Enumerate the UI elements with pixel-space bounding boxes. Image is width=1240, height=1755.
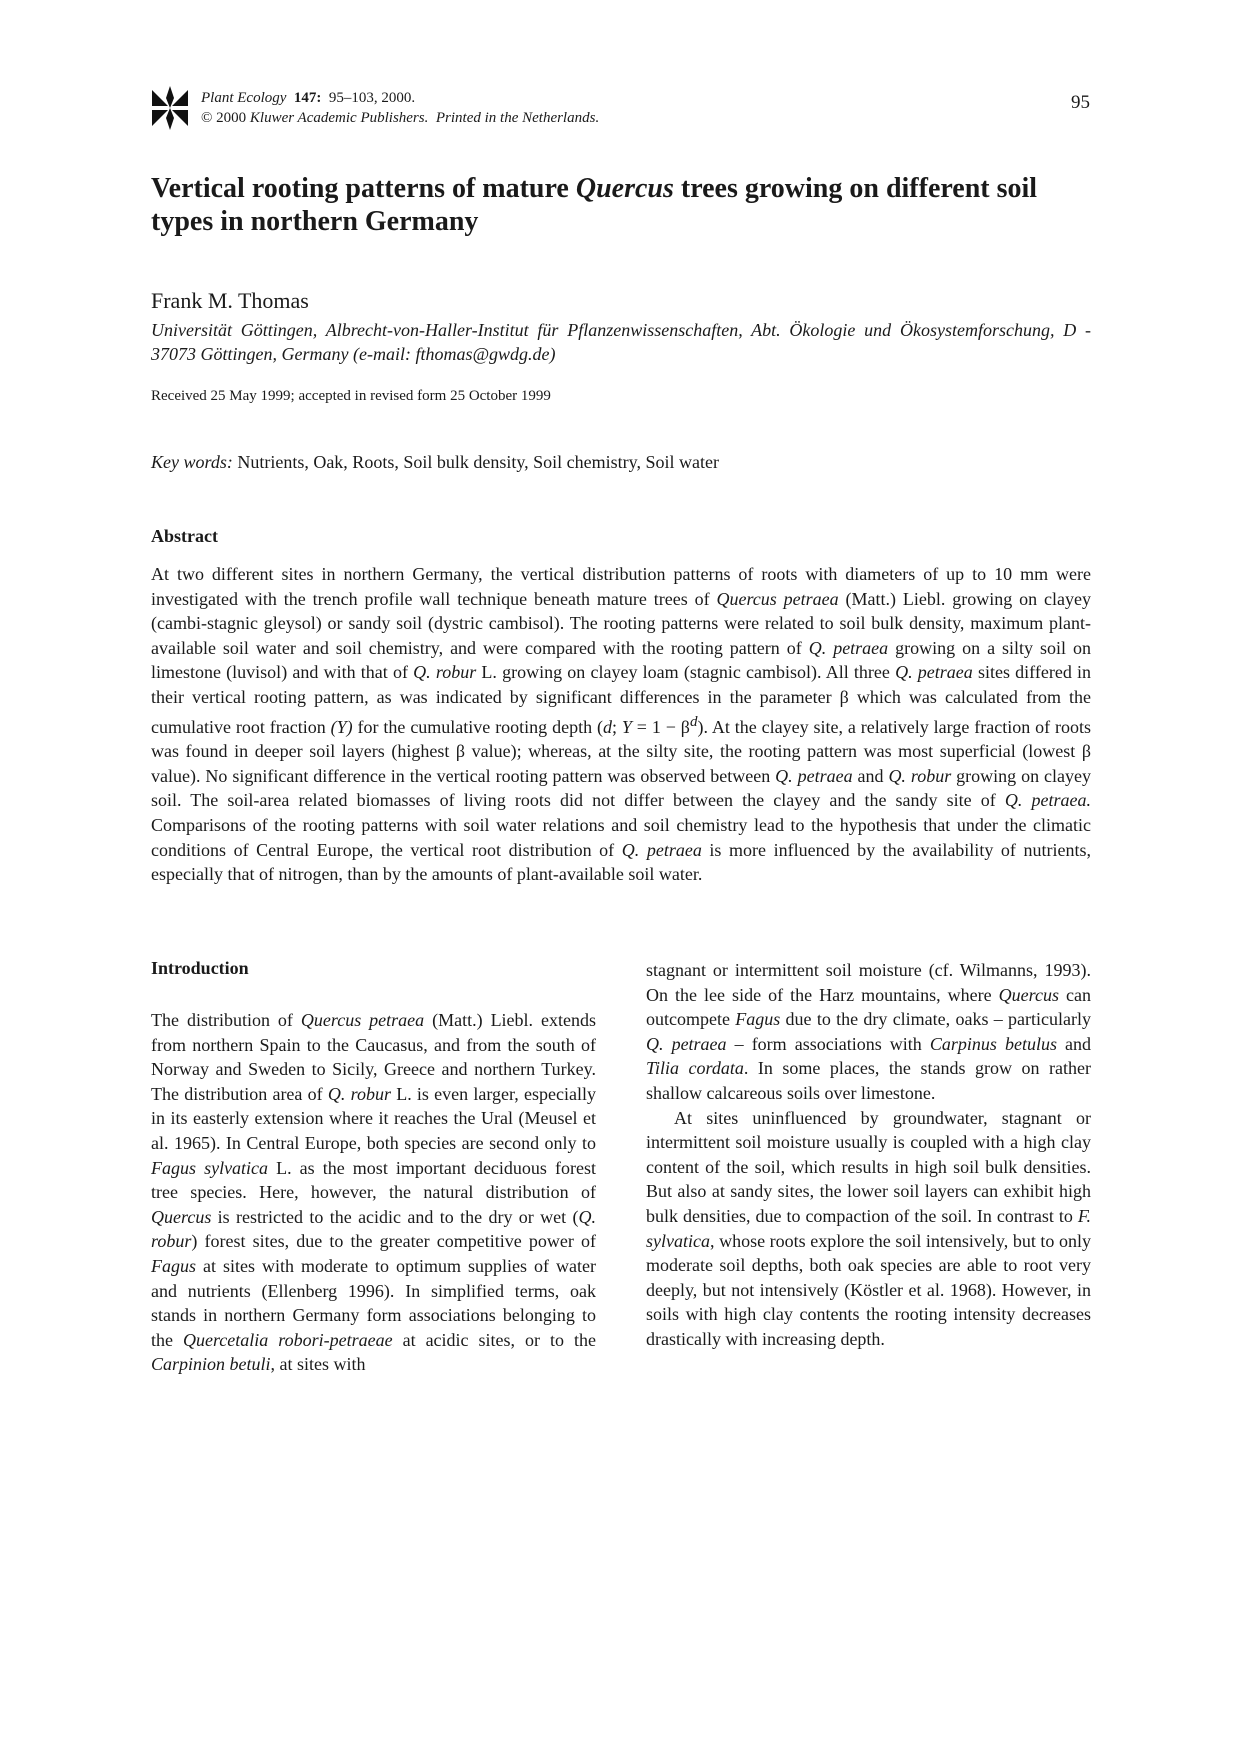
title-text: Vertical rooting patterns of mature <box>151 173 576 204</box>
printed-note: Printed in the Netherlands. <box>435 110 600 126</box>
journal-volume: 147: <box>293 90 322 106</box>
keywords <box>151 452 719 473</box>
received-dates: Received 25 May 1999; accepted in revised form 25 October 1999 <box>151 388 551 404</box>
title-genus: Quercus <box>575 173 674 204</box>
kluwer-logo-icon <box>150 86 190 130</box>
copyright-year: © 2000 <box>201 110 247 126</box>
author-affiliation: Universität Göttingen, Albrecht-von-Haller-Institut für Pflanzenwissenschaften, Abt. Ökologie und Ökosystemforschung, D - 37073 Göttingen, Germany (e-mail: fthomas@gwdg.de) <box>151 320 1091 364</box>
abstract-heading: Abstract <box>151 526 218 546</box>
introduction-right-column <box>646 958 1091 1352</box>
journal-name: Plant Ecology <box>201 90 287 106</box>
journal-citation <box>201 88 599 128</box>
publisher: Kluwer Academic Publishers. <box>249 110 429 126</box>
journal-pages-year: 95–103, 2000. <box>328 90 416 106</box>
intro-paragraph: stagnant or intermittent soil moisture (cf. Wilmanns, 1993). On the lee side of the Harz mountains, where Quercus can outcompete Fagus due to the dry climate, oaks – particularly Q. petraea – form associations with Carpinus betulus and Tilia cordata. In some places, the stands grow on rather shallow calcareous soils over limestone. <box>646 960 1092 1103</box>
keywords-label: Key words: <box>151 452 233 472</box>
keywords-text: Nutrients, Oak, Roots, Soil bulk density, Soil chemistry, Soil water <box>237 452 719 472</box>
intro-paragraph: At sites uninfluenced by groundwater, stagnant or intermittent soil moisture usually is coupled with a high clay content of the soil, which results in high soil bulk densities. But also at sandy sites, the lower soil layers can exhibit high bulk densities, due to compaction of the soil. In contrast to F. sylvatica, whose roots explore the soil intensively, but to only moderate soil depths, both oak species are able to root very deeply, but not intensively (Köstler et al. 1968). However, in soils with high clay contents the rooting intensity decreases drastically with increasing depth. <box>646 1107 1091 1349</box>
title-text: trees growing on different soil types in northern Germany <box>151 173 1038 237</box>
introduction-left-column: The distribution of Quercus petraea (Matt.) Liebl. extends from northern Spain to the Caucasus, and from the south of Norway and Sweden to Sicily, Greece and northern Turkey. The distribution area of Q. robur L. is even larger, especially in its easterly extension where it reaches the Ural (Meusel et al. 1965). In Central Europe, both species are second only to Fagus sylvatica L. as the most important deciduous forest tree species. Here, however, the natural distribution of Quercus is restricted to the acidic and to the dry or wet (Q. robur) forest sites, due to the greater competitive power of Fagus at sites with moderate to optimum supplies of water and nutrients (Ellenberg 1996). In simplified terms, oak stands in northern Germany form associations belonging to the Quercetalia robori-petraeae at acidic sites, or to the Carpinion betuli, at sites with <box>151 1010 596 1375</box>
paper-title <box>151 172 1091 238</box>
author-name: Frank M. Thomas <box>151 288 309 313</box>
introduction-heading: Introduction <box>151 958 249 978</box>
page-number: 95 <box>1071 92 1090 113</box>
abstract-body: At two different sites in northern Germany, the vertical distribution patterns of roots with diameters of up to 10 mm were investigated with the trench profile wall technique beneath mature trees of Quercus petraea (Matt.) Liebl. growing on clayey (cambi-stagnic gleysol) or sandy soil (dystric cambisol). The rooting patterns were related to soil bulk density, maximum plant-available soil water and soil chemistry, and were compared with the rooting pattern of Q. petraea growing on a silty soil on limestone (luvisol) and with that of Q. robur L. growing on clayey loam (stagnic cambisol). All three Q. petraea sites differed in their vertical rooting pattern, as was indicated by significant differences in the parameter β which was calculated from the cumulative root fraction (Y) for the cumulative rooting depth (d; $Y = 1 - \beta^d$). At the clayey site, a relatively large fraction of roots was found in deeper soil layers (highest β value); whereas, at the silty site, the rooting pattern was most superficial (lowest β value). No significant difference in the vertical rooting pattern was observed between Q. petraea and Q. robur growing on clayey soil. The soil-area related biomasses of living roots did not differ between the clayey and the sandy site of Q. petraea. Comparisons of the rooting patterns with soil water relations and soil chemistry lead to the hypothesis that under the climatic conditions of Central Europe, the vertical root distribution of Q. petraea is more influenced by the availability of nutrients, especially that of nitrogen, than by the amounts of plant-available soil water. <box>151 564 1092 885</box>
